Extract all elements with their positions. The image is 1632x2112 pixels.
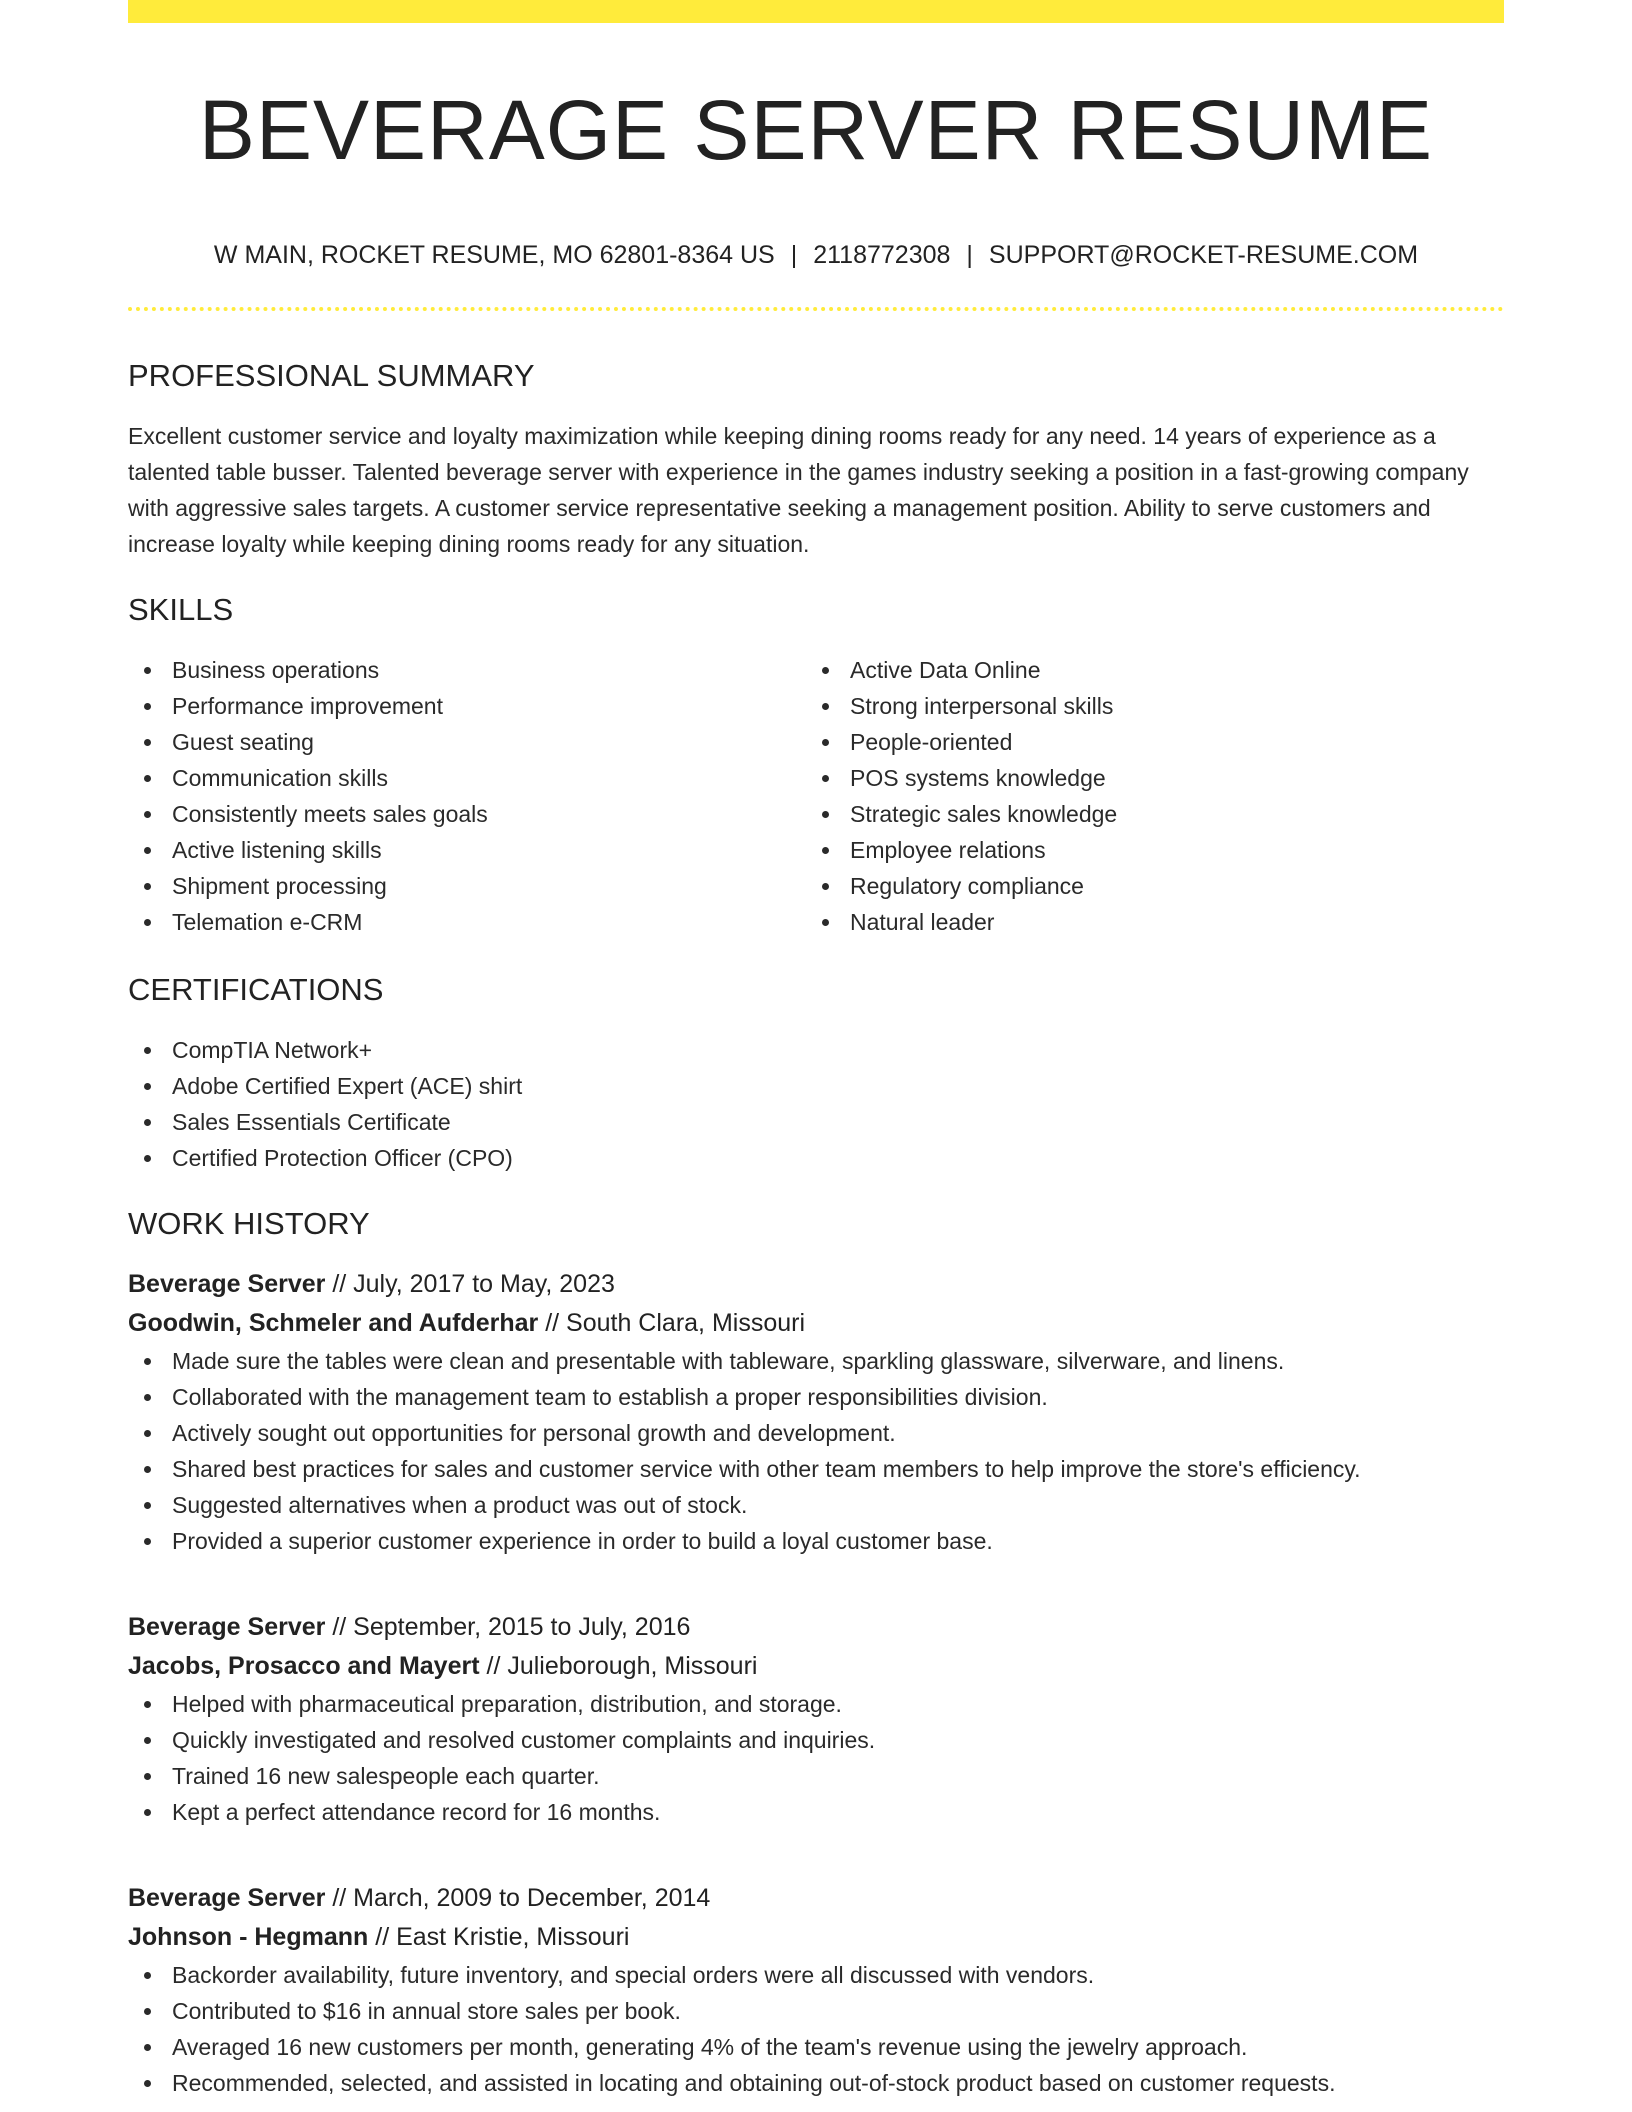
job-title: Beverage Server	[128, 1884, 326, 1912]
job-dates: // March, 2009 to December, 2014	[325, 1884, 711, 1912]
list-item: Kept a perfect attendance record for 16 months.	[128, 1794, 1504, 1830]
list-item: Certified Protection Officer (CPO)	[128, 1140, 1504, 1176]
skills-list-right	[806, 652, 1484, 940]
list-item: Employee relations	[806, 832, 1484, 868]
list-item: Helped with pharmaceutical preparation, distribution, and storage.	[128, 1686, 1504, 1722]
job-company: Jacobs, Prosacco and Mayert	[128, 1652, 480, 1680]
job-company: Johnson - Hegmann	[128, 1923, 369, 1951]
job-bullets	[128, 1686, 1504, 1830]
job-dates: // July, 2017 to May, 2023	[325, 1270, 615, 1298]
list-item: Actively sought out opportunities for personal growth and development.	[128, 1415, 1504, 1451]
certifications-section	[128, 970, 1504, 1176]
list-item: CompTIA Network+	[128, 1032, 1504, 1068]
summary-text: Excellent customer service and loyalty maximization while keeping dining rooms ready for any need. 14 years of experience as a talented table busser. Talented beverage server with experience in the games industry seeking a position in a fast-growing company with aggressive sales targets. A customer service representative seeking a management position. Ability to serve customers and increase loyalty while keeping dining rooms ready for any situation.	[128, 423, 1469, 557]
list-item: Guest seating	[128, 724, 806, 760]
summary-section	[128, 356, 1504, 562]
top-accent-bar	[128, 0, 1504, 23]
job-company: Goodwin, Schmeler and Aufderhar	[128, 1309, 539, 1337]
job-title-line	[128, 1608, 1504, 1647]
certifications-heading: CERTIFICATIONS	[128, 972, 384, 1007]
contact-phone: 2118772308	[813, 241, 951, 269]
list-item: Collaborated with the management team to establish a proper responsibilities division.	[128, 1379, 1504, 1415]
list-item: Trained 16 new salespeople each quarter.	[128, 1758, 1504, 1794]
list-item: Strategic sales knowledge	[806, 796, 1484, 832]
list-item: People-oriented	[806, 724, 1484, 760]
list-item: Consistently meets sales goals	[128, 796, 806, 832]
list-item: Strong interpersonal skills	[806, 688, 1484, 724]
job-title: Beverage Server	[128, 1613, 326, 1641]
list-item: Averaged 16 new customers per month, generating 4% of the team's revenue using the jewelry approach.	[128, 2029, 1504, 2065]
job-company-line	[128, 1918, 1504, 1957]
job-bullets	[128, 1343, 1504, 1559]
skills-heading: SKILLS	[128, 592, 234, 627]
list-item: Quickly investigated and resolved customer complaints and inquiries.	[128, 1722, 1504, 1758]
work-history-heading: WORK HISTORY	[128, 1206, 370, 1241]
list-item: Adobe Certified Expert (ACE) shirt	[128, 1068, 1504, 1104]
list-item: Telemation e-CRM	[128, 904, 806, 940]
contact-line	[128, 237, 1504, 273]
job-entry	[128, 1879, 1504, 2101]
job-title-line	[128, 1879, 1504, 1918]
job-location: // Julieborough, Missouri	[479, 1652, 758, 1680]
list-item: Shared best practices for sales and customer service with other team members to help improve the store's efficiency.	[128, 1451, 1504, 1487]
contact-address: W MAIN, ROCKET RESUME, MO 62801-8364 US	[213, 241, 775, 269]
contact-email: SUPPORT@ROCKET-RESUME.COM	[988, 241, 1419, 269]
job-title: Beverage Server	[128, 1270, 326, 1298]
dotted-divider	[128, 307, 1504, 311]
list-item: POS systems knowledge	[806, 760, 1484, 796]
job-dates: // September, 2015 to July, 2016	[325, 1613, 691, 1641]
list-item: Recommended, selected, and assisted in locating and obtaining out-of-stock product based on customer requests.	[128, 2065, 1504, 2101]
list-item: Shipment processing	[128, 868, 806, 904]
skills-section	[128, 590, 1504, 940]
job-title-line	[128, 1265, 1504, 1304]
list-item: Backorder availability, future inventory, and special orders were all discussed with vendors.	[128, 1957, 1504, 1993]
list-item: Regulatory compliance	[806, 868, 1484, 904]
list-item: Sales Essentials Certificate	[128, 1104, 1504, 1140]
list-item: Active Data Online	[806, 652, 1484, 688]
certifications-list	[128, 1032, 1504, 1176]
list-item: Provided a superior customer experience in order to build a loyal customer base.	[128, 1523, 1504, 1559]
list-item: Natural leader	[806, 904, 1484, 940]
job-company-line	[128, 1647, 1504, 1686]
job-location: // East Kristie, Missouri	[368, 1923, 630, 1951]
job-bullets	[128, 1957, 1504, 2101]
job-location: // South Clara, Missouri	[538, 1309, 806, 1337]
list-item: Business operations	[128, 652, 806, 688]
contact-separator: |	[966, 241, 973, 269]
list-item: Performance improvement	[128, 688, 806, 724]
skills-list-left	[128, 652, 806, 940]
list-item: Contributed to $16 in annual store sales per book.	[128, 1993, 1504, 2029]
list-item: Suggested alternatives when a product was out of stock.	[128, 1487, 1504, 1523]
work-history-section	[128, 1204, 1504, 1244]
contact-separator: |	[790, 241, 798, 269]
summary-heading: PROFESSIONAL SUMMARY	[128, 358, 535, 393]
skills-columns	[128, 652, 1504, 940]
list-item: Active listening skills	[128, 832, 806, 868]
list-item: Communication skills	[128, 760, 806, 796]
page-title: BEVERAGE SERVER RESUME	[198, 83, 1434, 177]
list-item: Made sure the tables were clean and presentable with tableware, sparkling glassware, silverware, and linens.	[128, 1343, 1504, 1379]
job-entry	[128, 1265, 1504, 1559]
job-entry	[128, 1608, 1504, 1830]
job-company-line	[128, 1304, 1504, 1343]
